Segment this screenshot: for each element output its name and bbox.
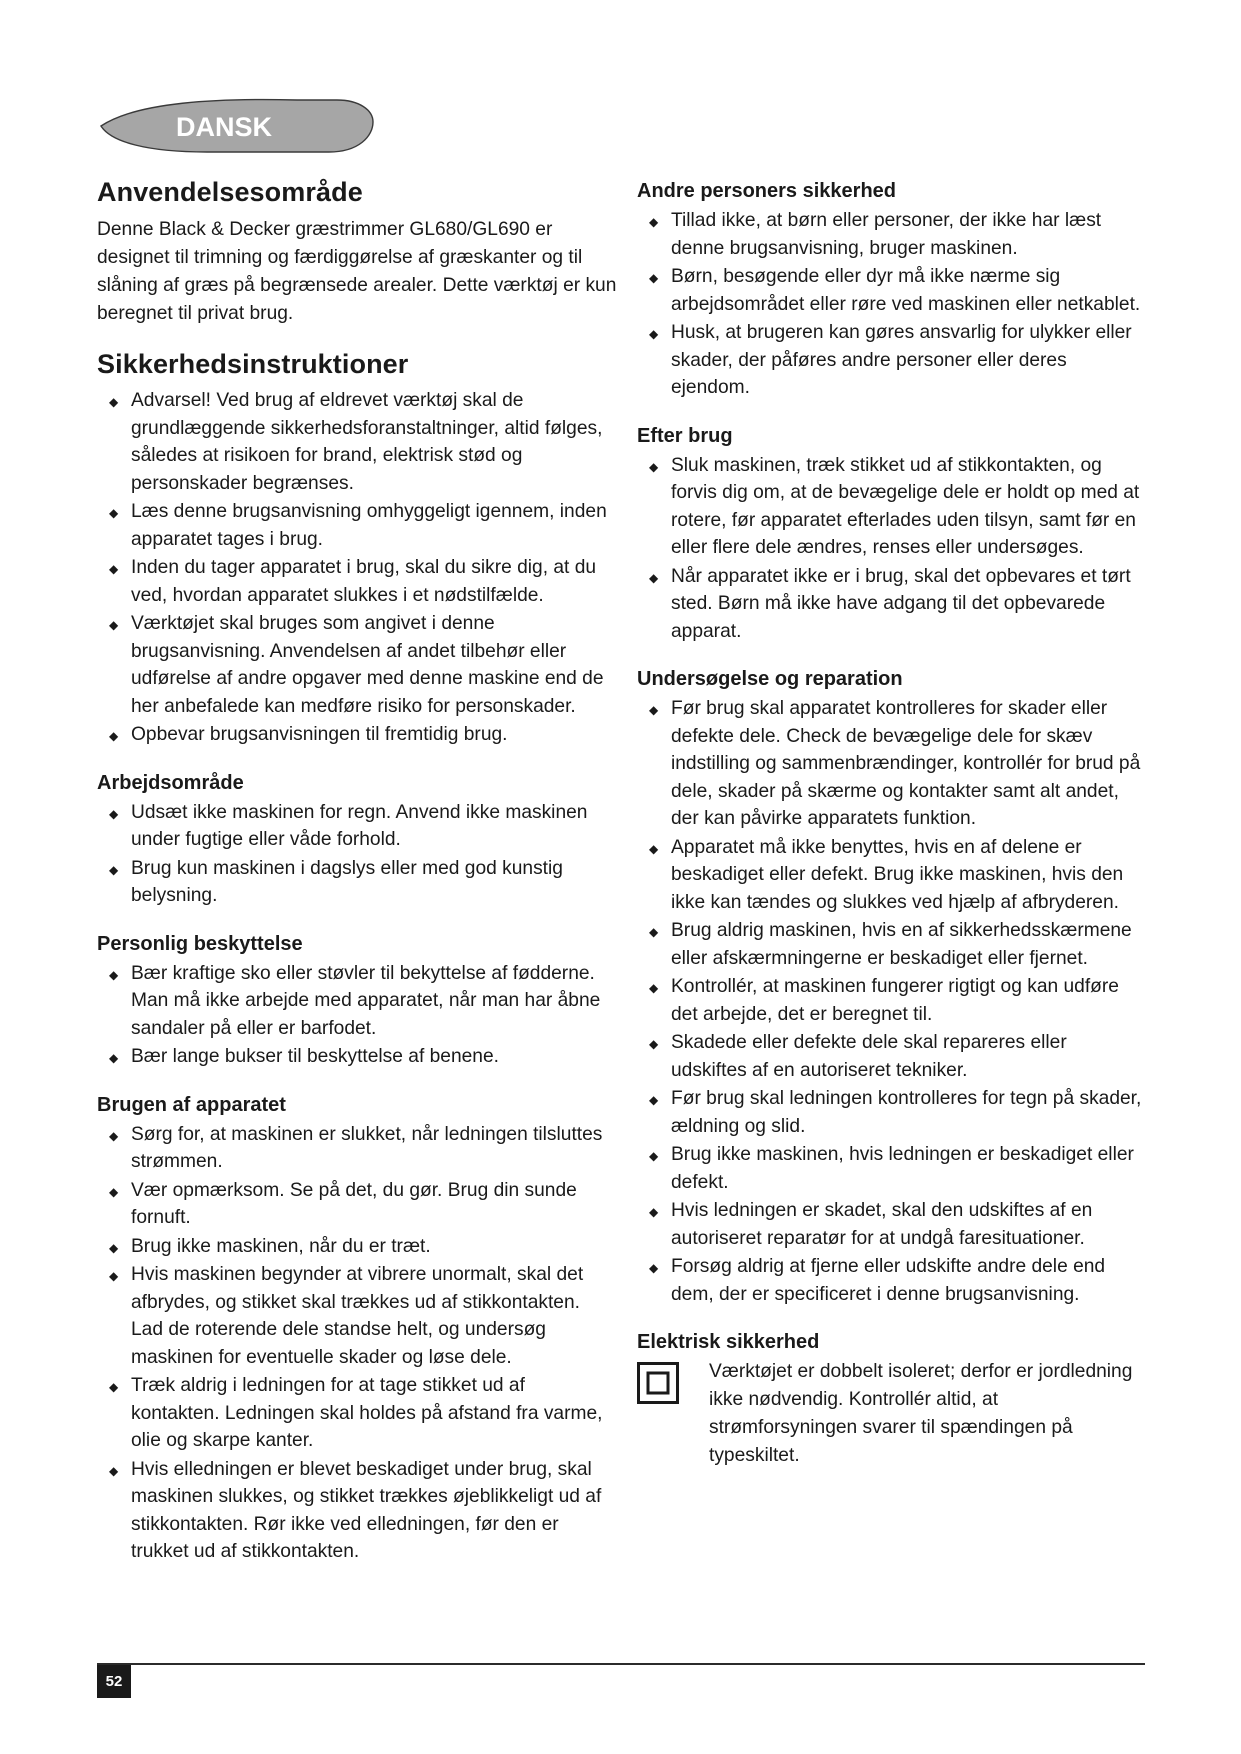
footer-rule bbox=[97, 1663, 1145, 1665]
protection-list bbox=[97, 960, 617, 1071]
use-heading: Anvendelsesområde bbox=[97, 177, 363, 207]
use-text: Denne Black & Decker græstrimmer GL680/GL690 er designet til trimning og færdiggørelse af græskanter og til slåning af græs på begrænsede arealer. Dette værktøj er kun beregnet til privat brug. bbox=[97, 218, 617, 324]
inspection-heading: Undersøgelse og reparation bbox=[637, 668, 903, 690]
language-tab bbox=[97, 96, 375, 156]
list-item: ◆ Opbevar brugsanvisningen til fremtidig brug. bbox=[109, 721, 617, 749]
list-item: ◆ Værktøjet skal bruges som angivet i denne brugsanvisning. Anvendelsen af andet tilbehør eller udførelse af andre opgaver med denne maskine end de her anbefalede kan medføre risiko for personskader. bbox=[109, 610, 617, 720]
safety-list bbox=[97, 387, 617, 749]
others-heading: Andre personers sikkerhed bbox=[637, 180, 896, 202]
electrical-section bbox=[637, 1358, 1147, 1470]
language-tab-label: DANSK bbox=[175, 112, 273, 142]
list-item: ◆ Bær kraftige sko eller støvler til bekyttelse af fødderne. Man må ikke arbejde med apparatet, når man har åbne sandaler på eller er barfodet. bbox=[109, 960, 617, 1043]
list-item: ◆ Sluk maskinen, træk stikket ud af stikkontakten, og forvis dig om, at de bevægelige dele er holdt op med at rotere, før apparatet efterlades uden tilsyn, samt før en eller flere dele ændres, renses eller undersøges. bbox=[649, 452, 1147, 562]
list-item: ◆ Træk aldrig i ledningen for at tage stikket ud af kontakten. Ledningen skal holdes på afstand fra varme, olie og skarpe kanter. bbox=[109, 1372, 617, 1455]
list-item: ◆ Inden du tager apparatet i brug, skal du sikre dig, at du ved, hvordan apparatet slukkes i et nødstilfælde. bbox=[109, 554, 617, 609]
protection-heading: Personlig beskyttelse bbox=[97, 932, 303, 955]
page-number: 52 bbox=[97, 1665, 131, 1698]
list-item: ◆ Brug aldrig maskinen, hvis en af sikkerhedsskærmene eller afskærmningerne er beskadiget eller fjernet. bbox=[649, 917, 1147, 972]
usage-list bbox=[97, 1121, 617, 1566]
list-item: ◆ Sørg for, at maskinen er slukket, når ledningen tilsluttes strømmen. bbox=[109, 1121, 617, 1176]
double-insulation-icon bbox=[637, 1362, 679, 1404]
list-item: ◆ Brug kun maskinen i dagslys eller med god kunstig belysning. bbox=[109, 855, 617, 910]
list-item: ◆ Vær opmærksom. Se på det, du gør. Brug din sunde fornuft. bbox=[109, 1177, 617, 1232]
left-column bbox=[97, 178, 617, 1567]
right-column bbox=[637, 178, 1147, 1470]
list-item: ◆ Før brug skal apparatet kontrolleres for skader eller defekte dele. Check de bevægelige dele for skæv indstilling og sammenbrændinger, kontrollér for brud på dele, skader på skærme og kontakter samt alt andet, der kan påvirke apparatets funktion. bbox=[649, 695, 1147, 833]
list-item: ◆ Før brug skal ledningen kontrolleres for tegn på skader, ældning og slid. bbox=[649, 1085, 1147, 1140]
list-item: ◆ Tillad ikke, at børn eller personer, der ikke har læst denne brugsanvisning, bruger maskinen. bbox=[649, 207, 1147, 262]
work-area-list bbox=[97, 799, 617, 910]
list-item: ◆ Kontrollér, at maskinen fungerer rigtigt og kan udføre det arbejde, det er beregnet til. bbox=[649, 973, 1147, 1028]
list-item: ◆ Når apparatet ikke er i brug, skal det opbevares et tørt sted. Børn må ikke have adgang til det opbevarede apparat. bbox=[649, 563, 1147, 646]
usage-heading: Brugen af apparatet bbox=[97, 1093, 286, 1116]
list-item: ◆ Hvis ledningen er skadet, skal den udskiftes af en autoriseret reparatør for at undgå faresituationer. bbox=[649, 1197, 1147, 1252]
list-item: ◆ Forsøg aldrig at fjerne eller udskifte andre dele end dem, der er specificeret i denne brugsanvisning. bbox=[649, 1253, 1147, 1308]
electrical-heading: Elektrisk sikkerhed bbox=[637, 1331, 820, 1353]
list-item: ◆ Læs denne brugsanvisning omhyggeligt igennem, inden apparatet tages i brug. bbox=[109, 498, 617, 553]
inspection-list bbox=[637, 695, 1147, 1308]
safety-heading: Sikkerhedsinstruktioner bbox=[97, 348, 409, 379]
list-item: ◆ Advarsel! Ved brug af eldrevet værktøj skal de grundlæggende sikkerhedsforanstaltninger, altid følges, således at risikoen for brand, elektrisk stød og personskader begrænses. bbox=[109, 387, 617, 497]
after-list bbox=[637, 452, 1147, 646]
after-heading: Efter brug bbox=[637, 424, 733, 447]
list-item: ◆ Udsæt ikke maskinen for regn. Anvend ikke maskinen under fugtige eller våde forhold. bbox=[109, 799, 617, 854]
list-item: ◆ Børn, besøgende eller dyr må ikke nærme sig arbejdsområdet eller røre ved maskinen eller netkablet. bbox=[649, 263, 1147, 318]
list-item: ◆ Apparatet må ikke benyttes, hvis en af delene er beskadiget eller defekt. Brug ikke maskinen, hvis den ikke kan tændes og slukkes ved hjælp af afbryderen. bbox=[649, 834, 1147, 917]
others-list bbox=[637, 207, 1147, 402]
list-item: ◆ Skadede eller defekte dele skal repareres eller udskiftes af en autoriseret tekniker. bbox=[649, 1029, 1147, 1084]
list-item: ◆ Brug ikke maskinen, når du er træt. bbox=[109, 1233, 617, 1261]
list-item: ◆ Hvis maskinen begynder at vibrere unormalt, skal det afbrydes, og stikket skal trækkes ud af stikkontakten. Lad de roterende dele standse helt, og undersøg maskinen for eventuelle skader og løse dele. bbox=[109, 1261, 617, 1371]
list-item: ◆ Husk, at brugeren kan gøres ansvarlig for ulykker eller skader, der påføres andre personer eller deres ejendom. bbox=[649, 319, 1147, 402]
list-item: ◆ Brug ikke maskinen, hvis ledningen er beskadiget eller defekt. bbox=[649, 1141, 1147, 1196]
electrical-text: Værktøjet er dobbelt isoleret; derfor er jordledning ikke nødvendig. Kontrollér altid, at strømforsyningen svarer til spændingen på typeskiltet. bbox=[709, 1361, 1133, 1466]
work-area-heading: Arbejdsområde bbox=[97, 771, 244, 794]
list-item: ◆ Hvis elledningen er blevet beskadiget under brug, skal maskinen slukkes, og stikket trækkes øjeblikkeligt ud af stikkontakten. Rør ikke ved elledningen, før den er trukket ud af stikkontakten. bbox=[109, 1456, 617, 1566]
list-item: ◆ Bær lange bukser til beskyttelse af benene. bbox=[109, 1043, 617, 1071]
